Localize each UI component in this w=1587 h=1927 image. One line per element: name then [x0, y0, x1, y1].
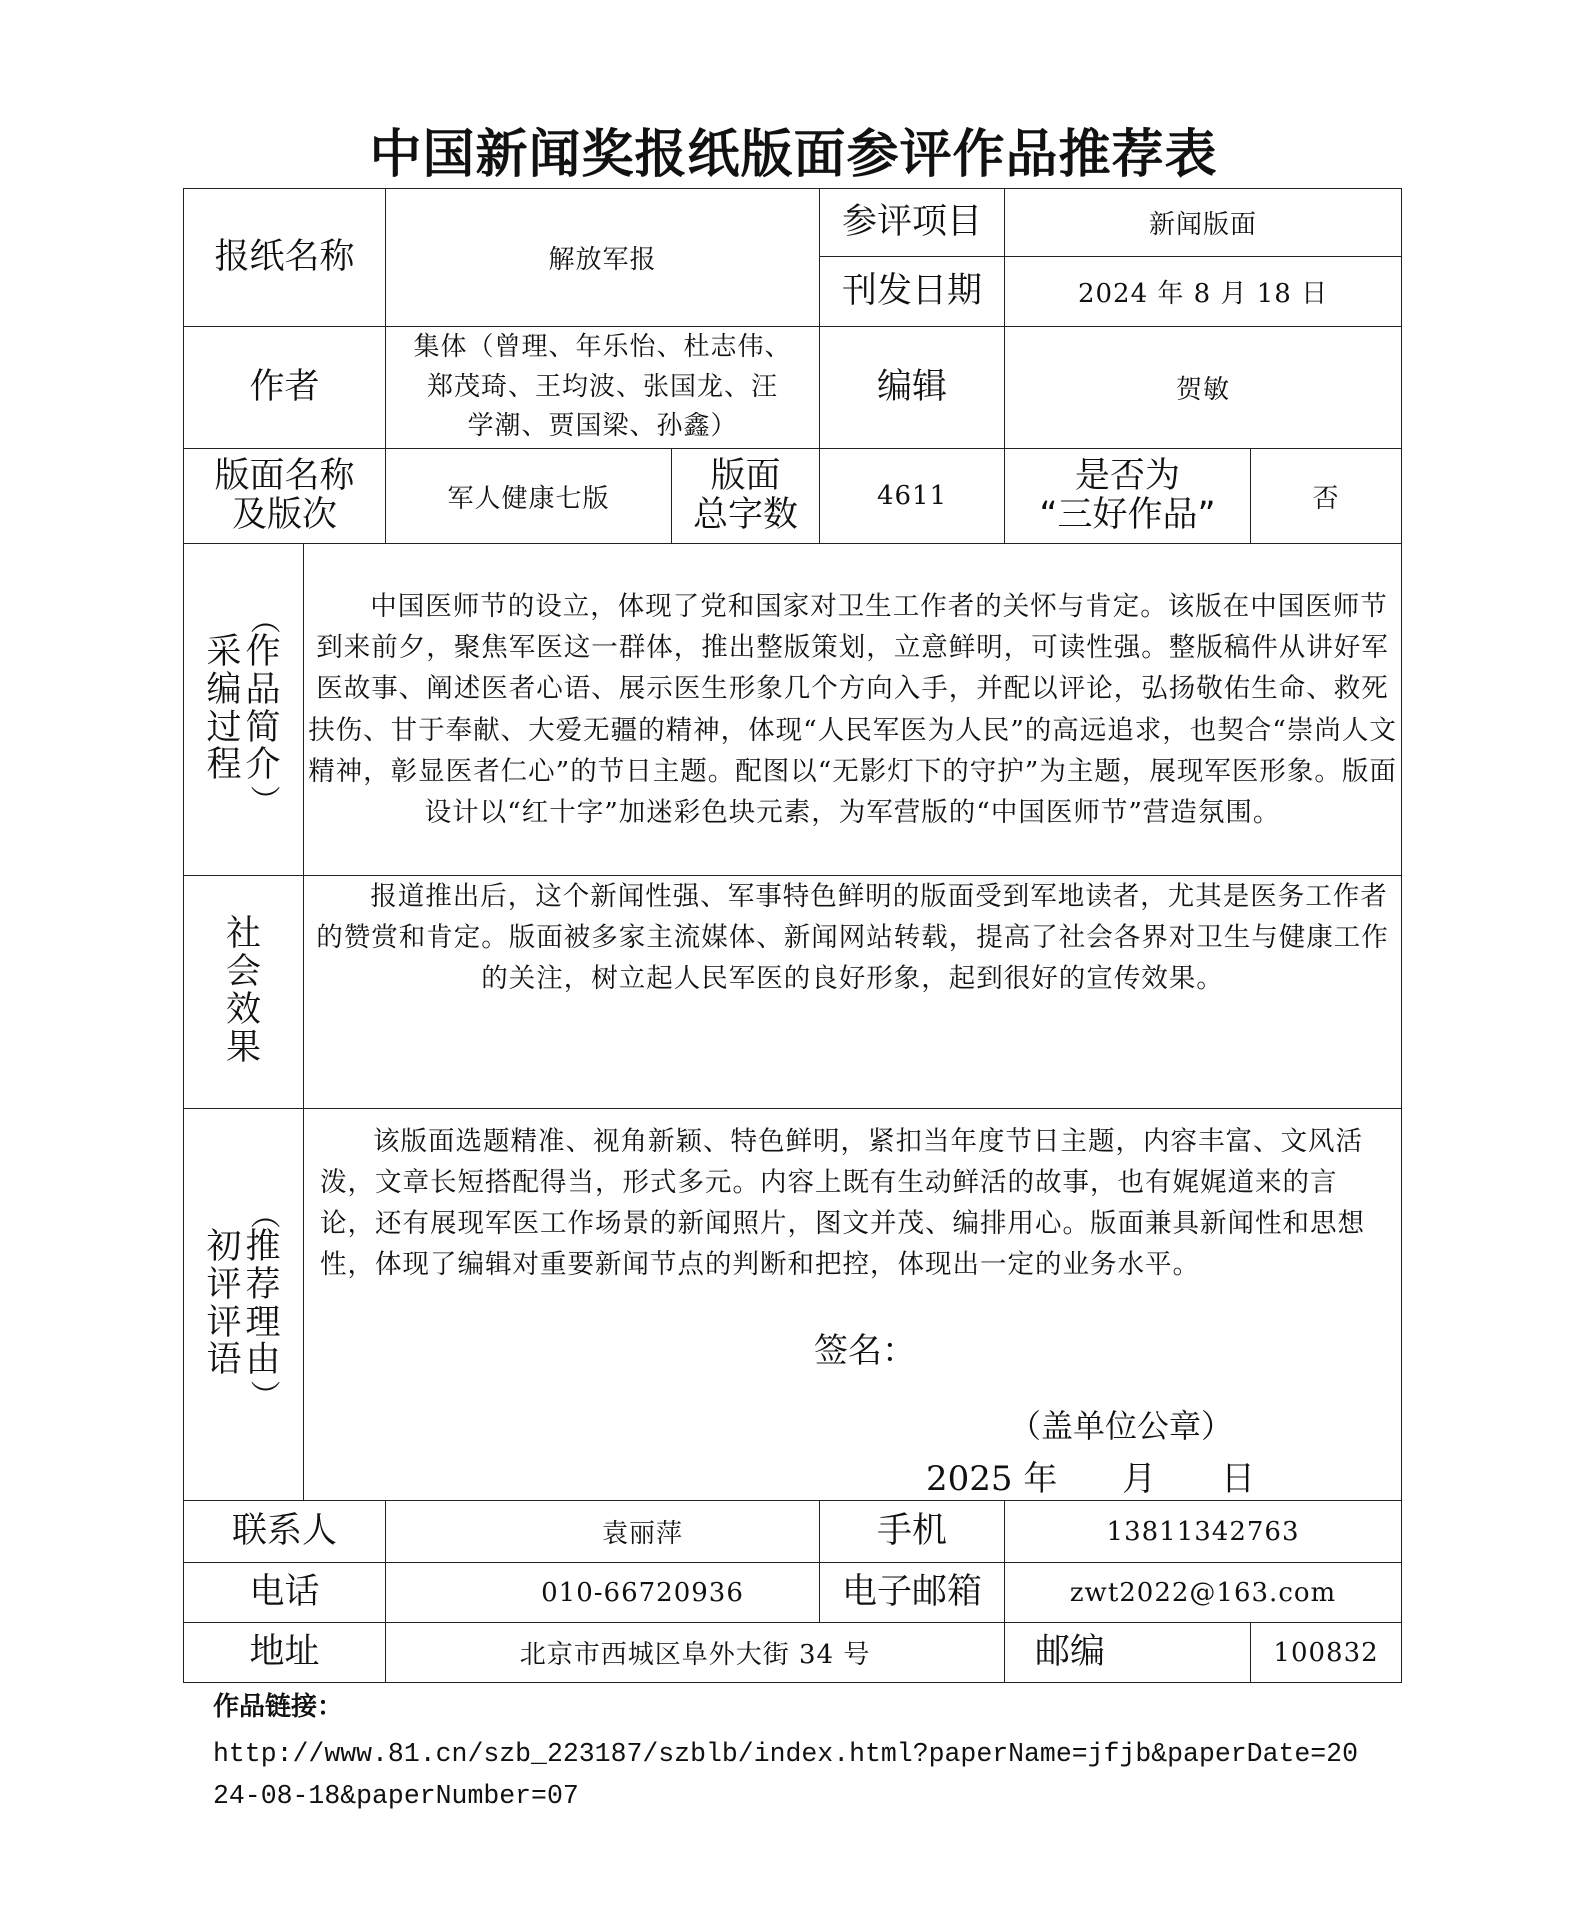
email-value: zwt2022@163.com — [1005, 1563, 1402, 1623]
page-name-value: 军人健康七版 — [386, 449, 672, 544]
signature-label: 签名： — [814, 1331, 916, 1371]
address-label: 地址 — [184, 1623, 386, 1683]
sign-date: 2025 年 月 日 — [926, 1459, 1256, 1499]
editor-label: 编辑 — [820, 327, 1005, 449]
category-label: 参评项目 — [820, 189, 1005, 257]
author-value — [386, 327, 820, 449]
editor-value: 贺敏 — [1005, 327, 1402, 449]
publish-date-value: 2024 年 8 月 18 日 — [1005, 257, 1402, 327]
author-line: 郑茂琦、王均波、张国龙、汪 — [427, 371, 779, 402]
word-count-label: 版面 总字数 — [672, 449, 820, 544]
newspaper-name-label: 报纸名称 — [184, 189, 386, 327]
phone-value: 010-66720936 — [386, 1563, 820, 1623]
review-label: 初 评 评 语 （ 推 荐 理 由 ） — [184, 1109, 304, 1501]
email-label: 电子邮箱 — [820, 1563, 1005, 1623]
address-value: 北京市西城区阜外大街 34 号 — [386, 1623, 1005, 1683]
effect-text: 报道推出后，这个新闻性强、军事特色鲜明的版面受到军地读者，尤其是医务工作者的赞赏和肯定。版面被多家主流媒体、新闻网站转载，提高了社会各界对卫生与健康工作的关注，树立起人民军医的良好形象，起到很好的宣传效果。 — [304, 876, 1402, 1109]
work-link-label: 作品链接： — [213, 1692, 344, 1722]
category-value: 新闻版面 — [1005, 189, 1402, 257]
author-label: 作者 — [184, 327, 386, 449]
author-line: 集体（曾理、年乐怡、杜志伟、 — [413, 332, 792, 363]
newspaper-name-value: 解放军报 — [386, 189, 820, 327]
work-link-url[interactable]: http://www.81.cn/szb_223187/szblb/index.html?paperName=jfjb&paperDate=2024-08-18&paperNumber=07 — [213, 1739, 1358, 1811]
mobile-value: 13811342763 — [1005, 1501, 1402, 1563]
publish-date-label: 刊发日期 — [820, 257, 1005, 327]
postcode-value: 100832 — [1251, 1623, 1402, 1683]
work-link-section — [213, 1686, 1413, 1817]
effect-label: 社 会 效 果 — [184, 876, 304, 1109]
author-line: 学潮、贾国梁、孙鑫） — [467, 411, 738, 442]
form-title: 中国新闻奖报纸版面参评作品推荐表 — [369, 125, 1218, 185]
review-text: 该版面选题精准、视角新颖、特色鲜明，紧扣当年度节日主题，内容丰富、文风活泼，文章长短搭配得当，形式多元。内容上既有生动鲜活的故事，也有娓娓道来的言论，还有展现军医工作场景的新闻照片，图文并茂、编排用心。版面兼具新闻性和思想性，体现了编辑对重要新闻节点的判断和把控，体现出一定的业务水平。 — [320, 1126, 1365, 1281]
contact-label: 联系人 — [184, 1501, 386, 1563]
recommendation-form-table — [183, 188, 1402, 1683]
contact-value: 袁丽萍 — [386, 1501, 820, 1563]
process-label: 采 编 过 程 （ 作 品 简 介 ） — [184, 544, 304, 876]
postcode-label: 邮编 — [1005, 1623, 1251, 1683]
phone-label: 电话 — [184, 1563, 386, 1623]
word-count-value: 4611 — [820, 449, 1005, 544]
three-good-value: 否 — [1251, 449, 1402, 544]
review-cell — [304, 1109, 1402, 1501]
process-text: 中国医师节的设立，体现了党和国家对卫生工作者的关怀与肯定。该版在中国医师节到来前夕，聚焦军医这一群体，推出整版策划，立意鲜明，可读性强。整版稿件从讲好军医故事、阐述医者心语、展示医生形象几个方向入手，并配以评论，弘扬敬佑生命、救死扶伤、甘于奉献、大爱无疆的精神，体现“人民军医为人民”的高远追求，也契合“崇尚人文精神，彰显医者仁心”的节日主题。配图以“无影灯下的守护”为主题，展现军医形象。版面设计以“红十字”加迷彩色块元素，为军营版的“中国医师节”营造氛围。 — [304, 544, 1402, 876]
mobile-label: 手机 — [820, 1501, 1005, 1563]
three-good-label: 是否为 “三好作品” — [1005, 449, 1251, 544]
seal-note: （盖单位公章） — [1009, 1407, 1234, 1445]
page-name-label: 版面名称 及版次 — [184, 449, 386, 544]
